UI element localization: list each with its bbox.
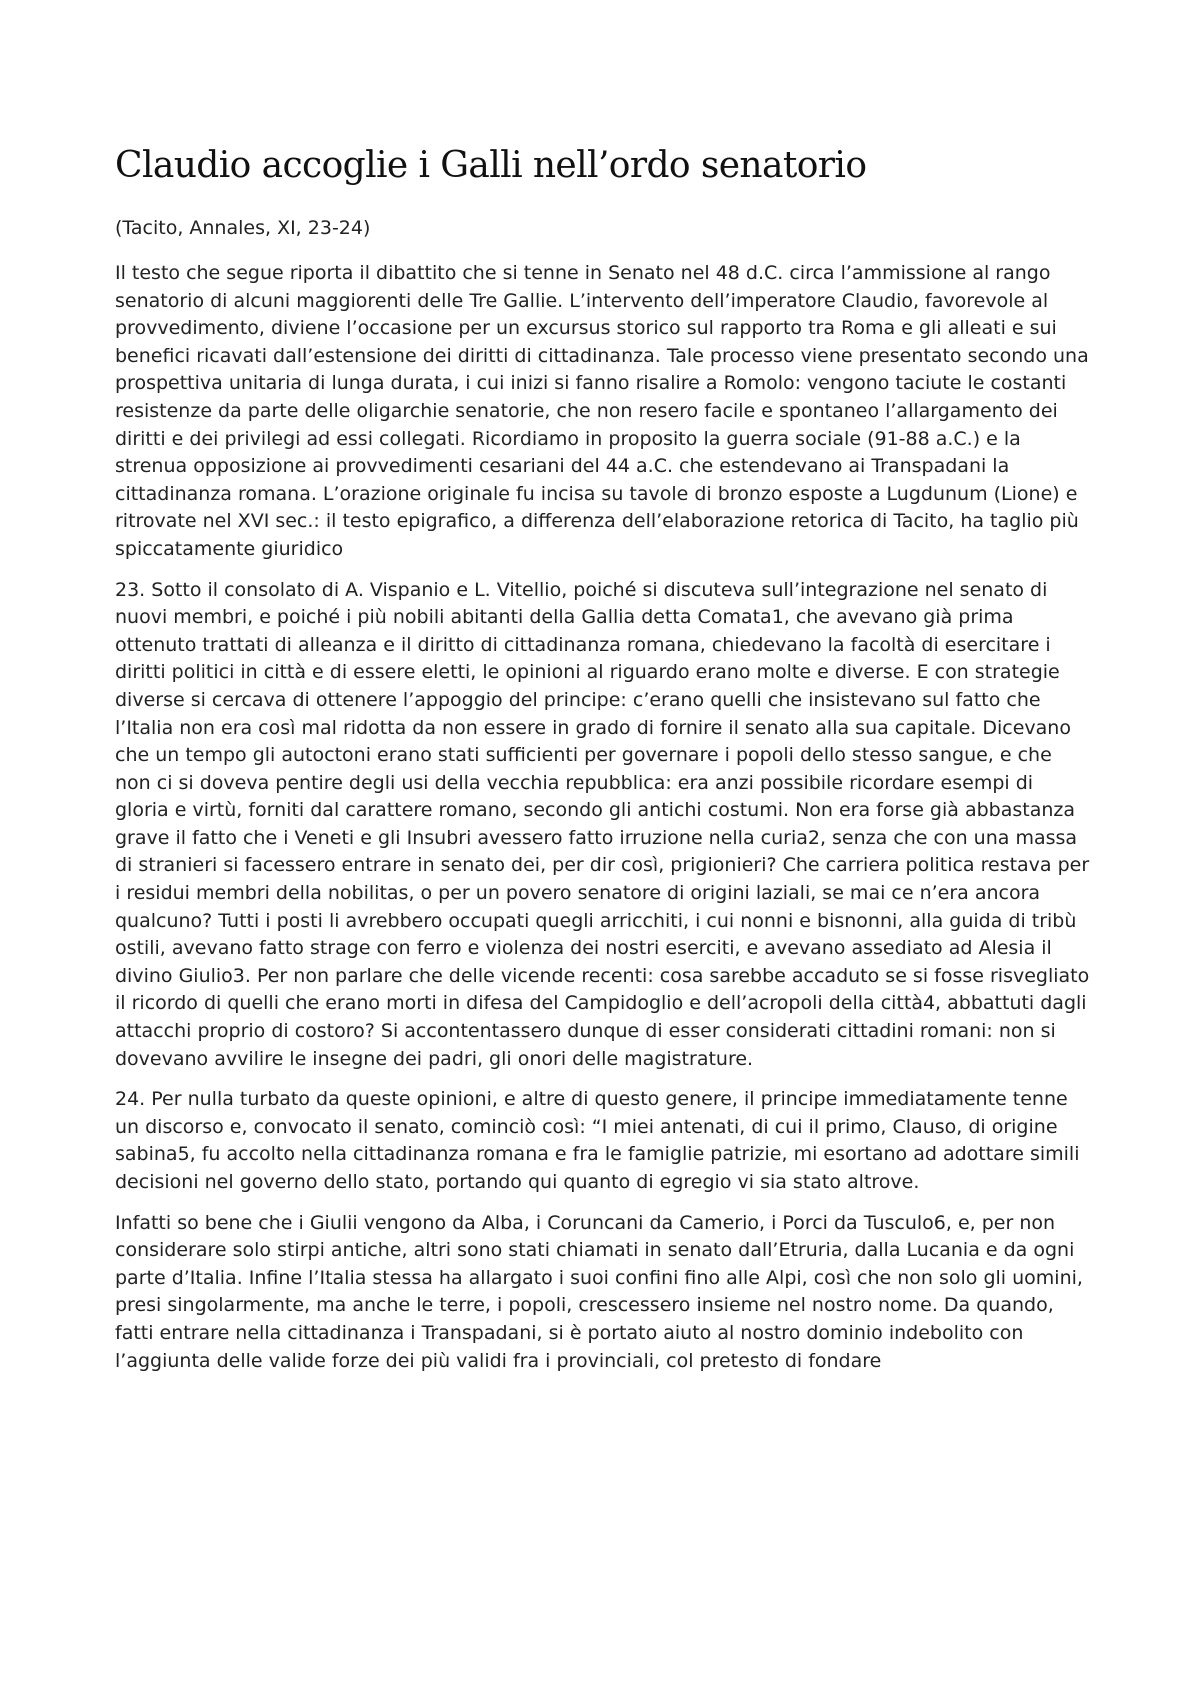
chapter-24-paragraph: 24. Per nulla turbato da queste opinioni, e altre di questo genere, il principe immediatamente tenne un discorso e, convocato il senato, cominciò così: “I miei antenati, di cui il primo, Clauso, di origine sabina5, fu accolto nella cittadinanza romana e fra le famiglie patrizie, mi esortano ad adottare simili decisioni nel governo dello stato, portando qui quanto di egregio vi sia stato altrove.: [115, 1088, 1080, 1193]
page-title: Claudio accoglie i Galli nell’ordo senatorio: [115, 145, 867, 186]
chapter-23-paragraph: 23. Sotto il consolato di A. Vispanio e L. Vitellio, poiché si discuteva sull’integrazione nel senato di nuovi membri, e poiché i più nobili abitanti della Gallia detta Comata1, che avevano già prima ottenuto trattati di alleanza e il diritto di cittadinanza romana, chiedevano la facoltà di esercitare i diritti politici in città e di essere eletti, le opinioni al riguardo erano molte e diverse. E con strategie diverse si cercava di ottenere l’appoggio del principe: c’erano quelli che insistevano sul fatto che l’Italia non era così mal ridotta da non essere in grado di fornire il senato alla sua capitale. Dicevano che un tempo gli autoctoni erano stati sufficienti per governare i popoli dello stesso sangue, e che non ci si doveva pentire degli usi della vecchia repubblica: era anzi possibile ricordare esempi di gloria e virtù, forniti dal carattere romano, secondo gli antichi costumi. Non era forse già abbastanza grave il fatto che i Veneti e gli Insubri avessero fatto irruzione nella curia2, senza che con una massa di stranieri si facessero entrare in senato dei, per dir così, prigionieri? Che carriera politica restava per i residui membri della nobilitas, o per un povero senatore di origini laziali, se mai ce n’era ancora qualcuno? Tutti i posti li avrebbero occupati quegli arricchiti, i cui nonni e bisnonni, alla guida di tribù ostili, avevano fatto strage con ferro e violenza dei nostri eserciti, e avevano assediato ad Alesia il divino Giulio3. Per non parlare che delle vicende recenti: cosa sarebbe accaduto se si fosse risvegliato il ricordo di quelli che erano morti in difesa del Campidoglio e dell’acropoli della città4, abbattuti dagli attacchi proprio di costoro? Si accontentassero dunque di esser considerati cittadini romani: non si dovevano avvilire le insegne dei padri, gli onori delle magistrature.: [115, 578, 1090, 1070]
speech-paragraph: Infatti so bene che i Giulii vengono da Alba, i Coruncani da Camerio, i Porci da Tusculo6, e, per non considerare solo stirpi antiche, altri sono stati chiamati in senato dall’Etruria, dalla Lucania e da ogni parte d’Italia. Infine l’Italia stessa ha allargato i suoi confini fino alle Alpi, così che non solo gli uomini, presi singolarmente, ma anche le terre, i popoli, crescessero insieme nel nostro nome. Da quando, fatti entrare nella cittadinanza i Transpadani, si è portato aiuto al nostro dominio indebolito con l’aggiunta delle valide forze dei più validi fra i provinciali, col pretesto di fondare: [115, 1211, 1083, 1372]
document-page: [115, 142, 1090, 1388]
intro-paragraph: Il testo che segue riporta il dibattito che si tenne in Senato nel 48 d.C. circa l’ammissione al rango senatorio di alcuni maggiorenti delle Tre Gallie. L’intervento dell’imperatore Claudio, favorevole al provvedimento, diviene l’occasione per un excursus storico sul rapporto tra Roma e gli alleati e sui benefici ricavati dall’estensione dei diritti di cittadinanza. Tale processo viene presentato secondo una prospettiva unitaria di lunga durata, i cui inizi si fanno risalire a Romolo: vengono taciute le costanti resistenze da parte delle oligarchie senatorie, che non resero facile e spontaneo l’allargamento dei diritti e dei privilegi ad essi collegati. Ricordiamo in proposito la guerra sociale (91-88 a.C.) e la strenua opposizione ai provvedimenti cesariani del 44 a.C. che estendevano ai Transpadani la cittadinanza romana. L’orazione originale fu incisa su tavole di bronzo esposte a Lugdunum (Lione) e ritrovate nel XVI sec.: il testo epigrafico, a differenza dell’elaborazione retorica di Tacito, ha taglio più spiccatamente giuridico: [115, 262, 1089, 560]
source-citation: (Tacito, Annales, XI, 23-24): [115, 217, 371, 239]
